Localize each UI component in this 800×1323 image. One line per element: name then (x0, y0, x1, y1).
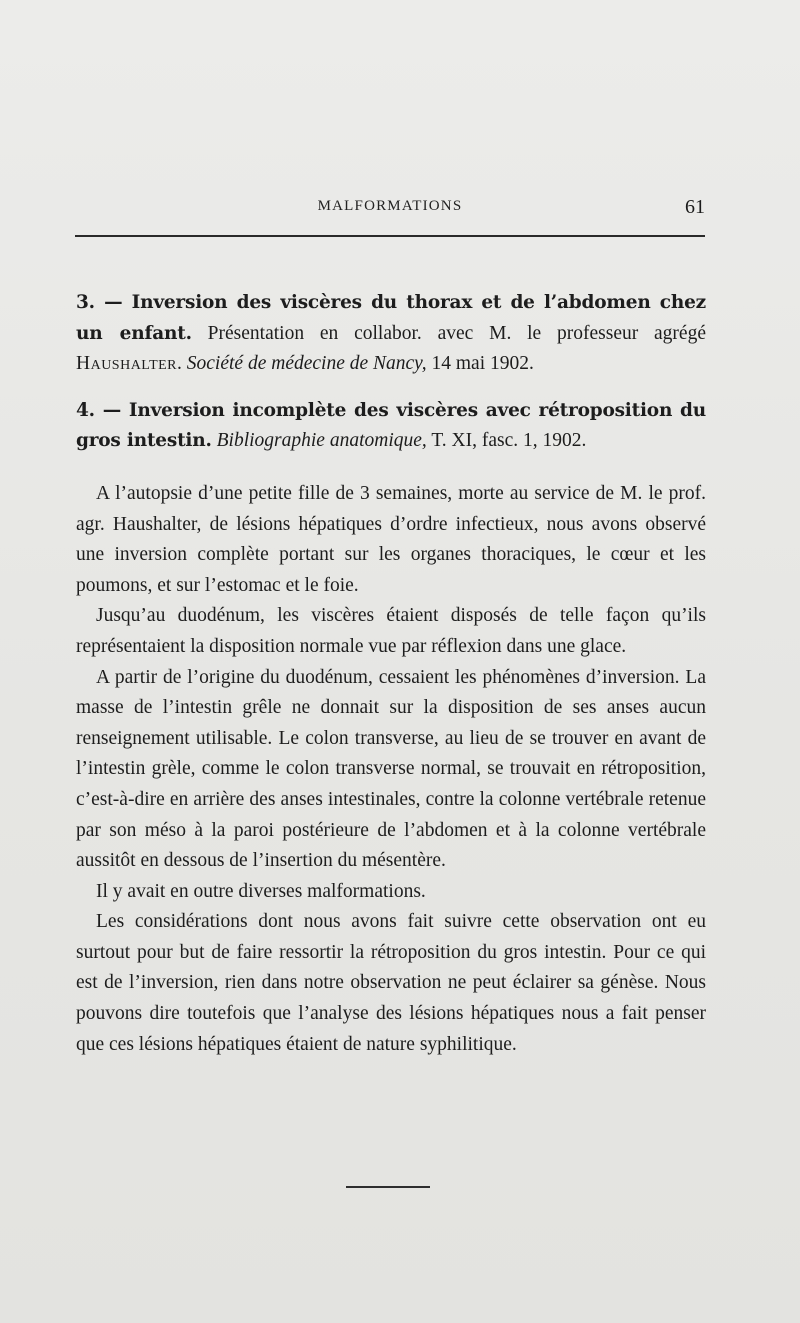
page-number: 61 (685, 196, 705, 218)
header-rule (75, 235, 705, 237)
entry-text: 14 mai 1902. (426, 353, 534, 375)
entry-journal: Société de médecine de Nancy, (186, 353, 427, 375)
paragraph-inversion-end: A partir de l’origine du duodénum, cessaient les phénomènes d’inversion. La masse de l’intestin grêle ne donnait sur la disposition de ses anses aucun renseignement utilisable. Le colon transverse, au lieu de se trouver en avant de l’intestin grèle, comme le colon transverse normal, se trouvait en rétroposition, c’est-à-dire en arrière des anses intestinales, contre la colonne vertébrale retenue par son méso à la paroi postérieure de l’abdomen et à la colonne vertébrale aussitôt en dessous de l’insertion du mésentère. (76, 666, 706, 872)
paragraph-considerations: Les considérations dont nous avons fait suivre cette observation ont eu surtout pour but de faire ressortir la rétroposition du gros intestin. Pour ce qui est de l’inversion, rien dans notre observation ne peut éclairer sa génèse. Nous pouvons dire toutefois que l’analyse des lésions hépatiques nous a fait penser que ces lésions hépatiques étaient de nature syphilitique. (76, 911, 706, 1055)
entry-number: 3. — (76, 292, 132, 313)
paragraph-duodenum: Jusqu’au duodénum, les viscères étaient disposés de telle façon qu’ils représentaient la disposition normale vue par réflexion dans une glace. (76, 605, 706, 657)
entry-text: T. XI, fasc. 1, 1902. (426, 430, 587, 452)
end-rule (346, 1186, 430, 1188)
body-text (76, 288, 706, 1060)
entry-title: Inversion incomplète des viscères avec rétroposition du gros intestin. (76, 399, 707, 452)
entry-text: . (177, 353, 187, 375)
page-header (75, 196, 705, 224)
entry-text: Présentation en collabor. avec M. le professeur agrégé (191, 322, 706, 344)
paragraph-autopsy: A l’autopsie d’une petite fille de 3 semaines, morte au service de M. le prof. agr. Haushalter, de lésions hépatiques d’ordre infectieux, nous avons observé une inversion complète portant sur les organes thoraciques, le cœur et les poumons, et sur l’estomac et le foie. (76, 482, 706, 596)
entry-journal: Bibliographie anatomique, (216, 430, 427, 452)
entry-author: Haushalter (76, 353, 178, 375)
bibliography-entry-4 (76, 396, 706, 457)
entry-number: 4. — (76, 399, 129, 421)
paragraph-malformations: Il y avait en outre diverses malformations. (96, 880, 426, 902)
running-title: MALFORMATIONS (317, 198, 463, 214)
entry-title: Inversion des viscères du thorax et de l’abdomen chez un enfant. (76, 292, 706, 344)
bibliography-entry-3 (76, 288, 706, 380)
